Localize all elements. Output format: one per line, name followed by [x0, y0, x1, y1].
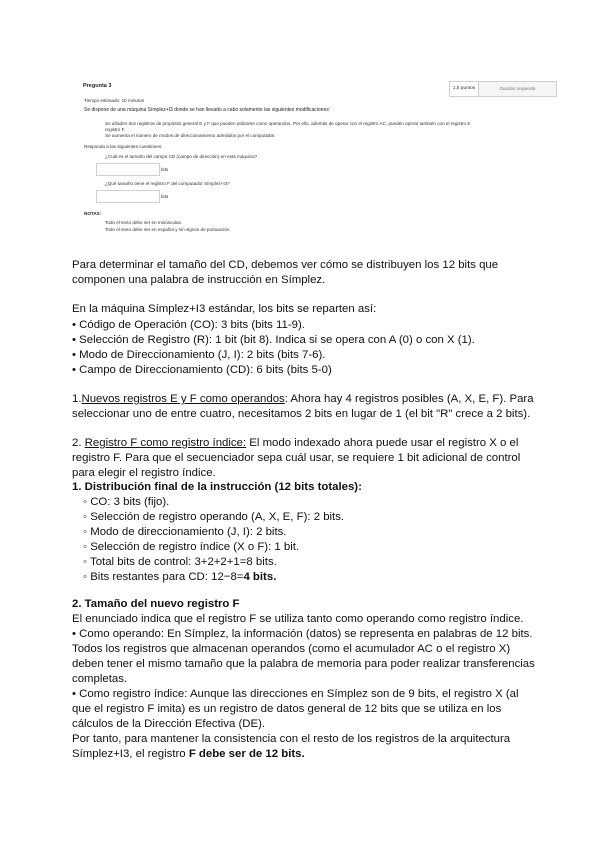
question-statement: Se dispone de una máquina Símplez+I3 donde se han llevado a cabo solamente las siguientes modificaciones: [84, 107, 331, 113]
point2-num: 2. [72, 437, 85, 449]
point1-line-1 [72, 392, 534, 407]
standard-item-co: • Código de Operación (CO): 3 bits (bits 11-9). [72, 319, 305, 331]
intro-line-2: componen una palabra de instrucción en Símplez. [72, 274, 326, 286]
standard-item-r: • Selección de Registro (R): 1 bit (bit 8). Indica si se opera con A (0) o con X (1). [72, 334, 475, 346]
section2-line-4: deben tener el mismo tamaño que la palabra de memoria para poder realizar transferencias [72, 658, 535, 670]
answer-prompt: Responda a las siguientes cuestiones: [84, 144, 163, 149]
section2-line-8: cálculos de la Dirección Efectiva (DE). [72, 718, 266, 730]
point1-text-1: : Ahora hay 4 registros posibles (A, X, E, F). Para [284, 393, 534, 405]
point2-line-2: registro F. Para que el secuenciador sepa cuál usar, se requiere 1 bit adicional de control [72, 452, 521, 464]
point1-line-2: seleccionar uno de entre cuatro, necesitamos 2 bits en lugar de 1 (el bit "R" crece a 2 bits). [72, 408, 531, 420]
time-estimate: Tiempo estimado: 10 minutos [84, 98, 145, 103]
statement-bullet-1: Se añaden dos registros de propósito general E y F que pueden utilizarse como operandos. Por ello, además de operar con el registro AC, pueden operar también con el registro E [105, 121, 471, 126]
notes-heading: NOTAS: [84, 211, 102, 216]
point1-title: Nuevos registros E y F como operandos [81, 393, 285, 405]
section2-line-3: Todos los registros que almacenan operandos (como el acumulador AC o el registro X) [72, 643, 511, 655]
answer-input-cd[interactable] [96, 163, 160, 176]
subquestion-2: ¿Qué tamaño tiene el registro F del computador Símplez+I3? [105, 181, 230, 186]
section2-line-2: • Como operando: En Símplez, la información (datos) se representa en palabras de 12 bits. [72, 628, 533, 640]
points-box [449, 81, 557, 97]
intro-line-1: Para determinar el tamaño del CD, debemos ver cómo se distribuyen los 12 bits que [72, 259, 499, 271]
standard-intro: En la máquina Símplez+I3 estándar, los bits se reparten así: [72, 303, 377, 315]
section2-line-9: Por tanto, para mantener la consistencia con el resto de los registros de la arquitectura [72, 733, 511, 745]
answer-input-f[interactable] [96, 190, 160, 203]
point2-line-1 [72, 436, 518, 451]
section1-item-operand: ◦ Selección de registro operando (A, X, E, F): 2 bits. [83, 511, 345, 523]
statement-bullet-1-cont: registro F. [105, 127, 126, 132]
note-1: Todo el texto debe ser en minúsculas. [105, 220, 183, 225]
question-header: Pregunta 3 [83, 83, 112, 89]
point2-title: Registro F como registro índice: [84, 437, 247, 449]
note-2: Todo el texto debe ser en español y sin signos de puntuación. [105, 227, 231, 232]
statement-bullet-2: Se aumenta el número de modos de direccionamiento admitidos por el computador. [105, 133, 276, 138]
section1-cd-prefix: ◦ Bits restantes para CD: 12−8= [83, 571, 244, 583]
flag-question-button[interactable]: Guardar respuesta [499, 86, 536, 91]
section2-line-7: que el registro F imita) es un registro de datos general de 12 bits que se utiliza en los [72, 703, 502, 715]
section2-line-1: El enunciado indica que el registro F se utiliza tanto como operando como registro índice. [72, 613, 524, 625]
point2-text-1: El modo indexado ahora puede usar el registro X o el [246, 437, 519, 449]
section1-cd-result: 4 bits. [243, 571, 277, 583]
section2-heading: 2. Tamaño del nuevo registro F [72, 598, 240, 610]
subquestion-1: ¿Cuál es el tamaño del campo CD (campo de dirección) en esta máquina? [105, 154, 258, 159]
section1-item-total: ◦ Total bits de control: 3+2+2+1=8 bits. [83, 556, 277, 568]
standard-item-mode: • Modo de Direccionamiento (J, I): 2 bits (bits 7-6). [72, 349, 326, 361]
unit-label-2: bits [161, 194, 169, 199]
standard-item-cd: • Campo de Direccionamiento (CD): 6 bits (bits 5-0) [72, 364, 332, 376]
points-label: 1,5 puntos [450, 82, 479, 96]
section1-heading: 1. Distribución final de la instrucción (12 bits totales): [72, 481, 362, 493]
section2-final [72, 747, 305, 762]
section2-line-5: completas. [72, 673, 128, 685]
point1-num: 1. [72, 393, 82, 405]
section1-item-cd [83, 570, 276, 585]
section1-item-co: ◦ CO: 3 bits (fijo). [83, 496, 170, 508]
section2-final-prefix: Símplez+I3, el registro [72, 748, 189, 760]
unit-label-1: bits [161, 167, 169, 172]
section1-item-index: ◦ Selección de registro índice (X o F): 1 bit. [83, 541, 300, 553]
section1-item-mode: ◦ Modo de direccionamiento (J, I): 2 bits. [83, 526, 287, 538]
section2-line-6: • Como registro índice: Aunque las direcciones en Símplez son de 9 bits, el registro X (al [72, 688, 519, 700]
question-screenshot [82, 76, 536, 244]
point2-line-3: para elegir el registro índice. [72, 467, 216, 479]
section2-final-result: F debe ser de 12 bits. [188, 748, 305, 760]
